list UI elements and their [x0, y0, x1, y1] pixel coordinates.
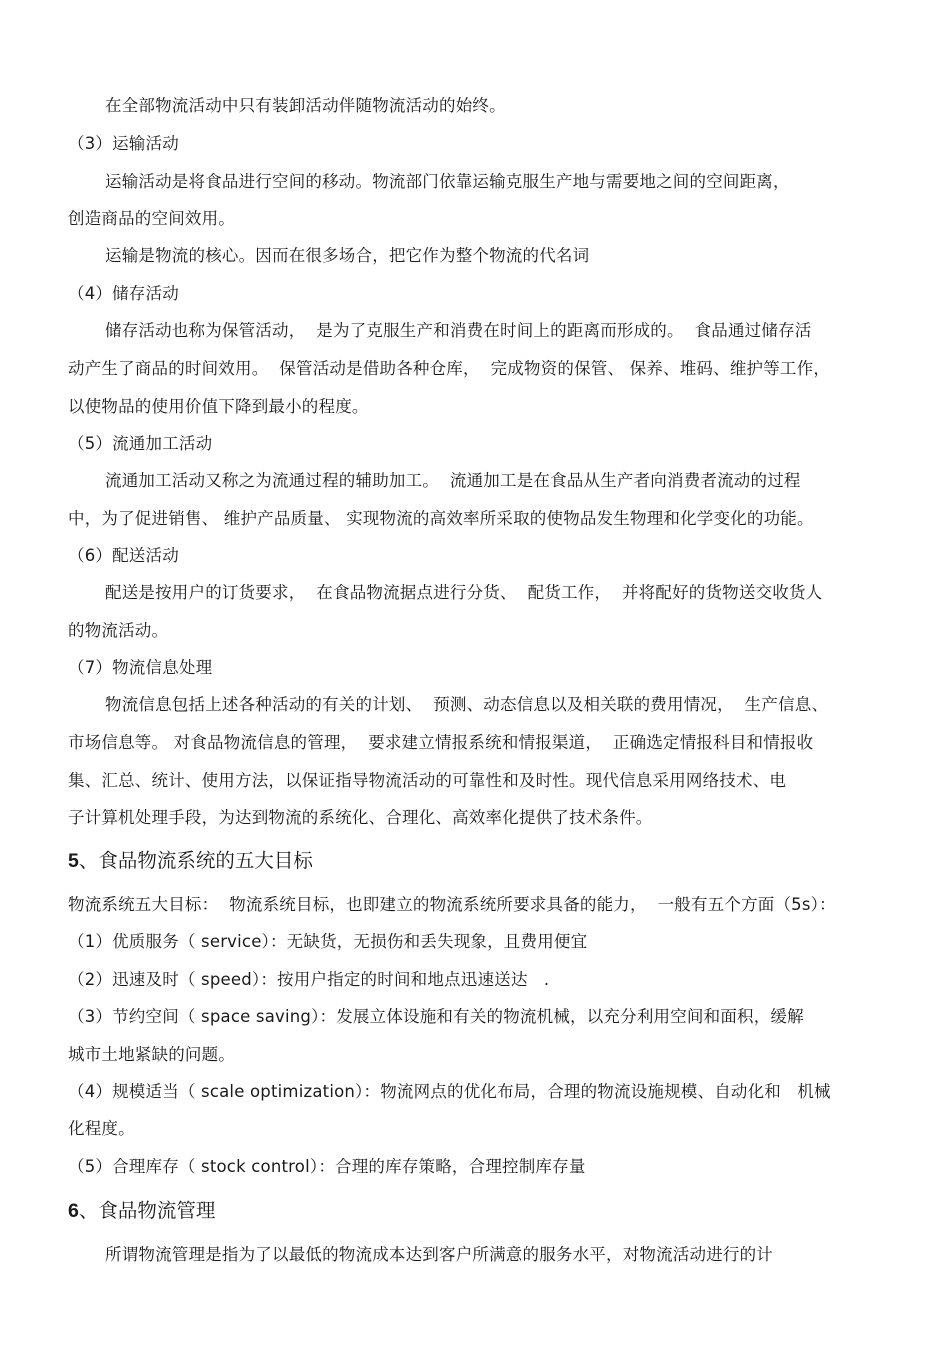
paragraph-line: 创造商品的空间效用。 [68, 209, 235, 228]
paragraph-line: 配送是按用户的订货要求， 在食品物流据点进行分货、 配货工作， 并将配好的货物送交收货人 [105, 583, 823, 602]
heading-separator: 、 [78, 1199, 99, 1222]
paragraph-line: 在全部物流活动中只有装卸活动伴随物流活动的始终。 [105, 96, 506, 115]
paragraph-line: 的物流活动。 [68, 621, 169, 640]
paragraph-line: 子计算机处理手段，为达到物流的系统化、合理化、高效率化提供了技术条件。 [68, 808, 653, 827]
section-heading-6 [68, 1199, 215, 1223]
goal-item-5: （5）合理库存（ stock control）：合理的库存策略，合理控制库存量 [68, 1157, 586, 1176]
paragraph-line: 储存活动也称为保管活动， 是为了克服生产和消费在时间上的距离而形成的。 食品通过储存活 [105, 321, 812, 340]
section-heading-5 [68, 849, 313, 873]
paragraph-line: 化程度。 [68, 1119, 135, 1138]
paragraph-line: 集、汇总、统计、使用方法，以保证指导物流活动的可靠性和及时性。现代信息采用网络技术、电 [68, 771, 787, 790]
subheading-storage: （4）储存活动 [68, 284, 179, 303]
paragraph-line: 运输是物流的核心。因而在很多场合，把它作为整个物流的代名词 [105, 246, 590, 265]
paragraph-line: 市场信息等。 对食品物流信息的管理， 要求建立情报系统和情报渠道， 正确选定情报科目和情报收 [68, 733, 814, 752]
paragraph-line: 动产生了商品的时间效用。 保管活动是借助各种仓库， 完成物资的保管、 保养、堆码、维护等工作， [68, 359, 831, 378]
paragraph-line: 中，为了促进销售、 维护产品质量、 实现物流的高效率所采取的使物品发生物理和化学变化的功能。 [68, 509, 814, 528]
paragraph-line: 所谓物流管理是指为了以最低的物流成本达到客户所满意的服务水平，对物流活动进行的计 [105, 1245, 773, 1264]
goal-item-2: （2）迅速及时（ speed）：按用户指定的时间和地点迅速送达 . [68, 970, 550, 989]
paragraph-line: 物流信息包括上述各种活动的有关的计划、 预测、动态信息以及相关联的费用情况， 生产信息、 [105, 695, 829, 714]
subheading-transport: （3）运输活动 [68, 134, 179, 153]
heading-text: 食品物流管理 [98, 1199, 216, 1222]
subheading-delivery: （6）配送活动 [68, 546, 179, 565]
paragraph-line: 流通加工活动又称之为流通过程的辅助加工。 流通加工是在食品从生产者向消费者流动的过程 [105, 471, 801, 490]
paragraph-line: 以使物品的使用价值下降到最小的程度。 [68, 397, 369, 416]
paragraph-line: 运输活动是将食品进行空间的移动。物流部门依靠运输克服生产地与需要地之间的空间距离， [105, 172, 790, 191]
paragraph-line: 城市土地紧缺的问题。 [68, 1045, 235, 1064]
section-number: 5 [68, 850, 79, 872]
section-number: 6 [68, 1200, 79, 1222]
paragraph-line: 物流系统五大目标： 物流系统目标，也即建立的物流系统所要求具备的能力， 一般有五个方面（5s）： [68, 895, 836, 914]
subheading-processing: （5）流通加工活动 [68, 434, 213, 453]
goal-item-4: （4）规模适当（ scale optimization）：物流网点的优化布局，合理的物流设施规模、自动化和 机械 [68, 1082, 831, 1101]
heading-text: 食品物流系统的五大目标 [98, 849, 313, 872]
subheading-information: （7）物流信息处理 [68, 658, 213, 677]
goal-item-3: （3）节约空间（ space saving）：发展立体设施和有关的物流机械，以充分利用空间和面积，缓解 [68, 1007, 804, 1026]
goal-item-1: （1）优质服务（ service）：无缺货，无损伤和丢失现象，且费用便宜 [68, 932, 588, 951]
heading-separator: 、 [78, 849, 99, 872]
